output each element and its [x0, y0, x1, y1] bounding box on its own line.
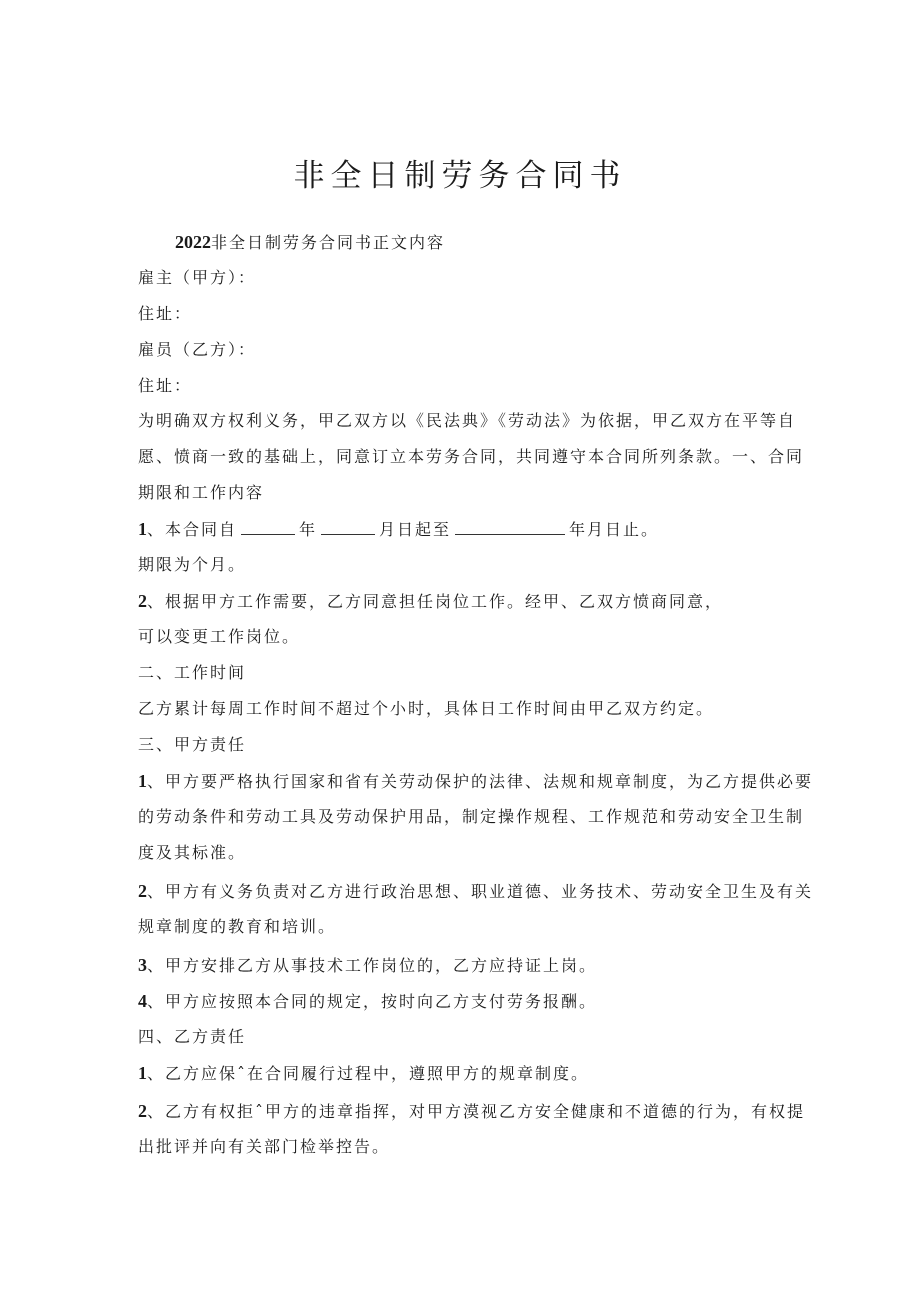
subtitle-text: 非全日制劳务合同书正文内容 [211, 233, 446, 252]
blank-field [241, 520, 295, 535]
intro-line: 为明确双方权利义务，甲乙双方以《民法典》《劳动法》为依据，甲乙双方在平等自 [138, 411, 797, 430]
clause-1-1: 1、本合同自 年 月日起至 年月日止。 [138, 519, 660, 539]
employee-label: 雇员（乙方）： [138, 340, 257, 359]
clause-3-4: 4、甲方应按照本合同的规定，按时向乙方支付劳务报酬。 [138, 991, 598, 1011]
document-title: 非全日制劳务合同书 [293, 158, 627, 194]
clause-3-1-cont: 的劳动条件和劳动工具及劳动保护用品，制定操作规程、工作规范和劳动安全卫生制 [138, 807, 805, 826]
term-text: 期限为个月。 [138, 555, 247, 574]
intro-line: 期限和工作内容 [138, 483, 265, 502]
employee-address-label: 住址： [138, 376, 193, 395]
clause-3-2: 2、甲方有义务负责对乙方进行政治思想、职业道德、业务技术、劳动安全卫生及有关 [138, 881, 814, 901]
clause-3-1: 1、甲方要严格执行国家和省有关劳动保护的法律、法规和规章制度，为乙方提供必要 [138, 771, 814, 791]
blank-field [455, 520, 565, 535]
intro-line: 愿、愤商一致的基础上，同意订立本劳务合同，共同遵守本合同所列条款。一、合同 [138, 447, 805, 466]
clause-1-2: 2、根据甲方工作需要，乙方同意担任岗位工作。经甲、乙双方愤商同意， [138, 591, 724, 611]
clause-3-3: 3、甲方安排乙方从事技术工作岗位的，乙方应持证上岗。 [138, 955, 598, 975]
clause-4-2: 2、乙方有权拒ˆ甲方的违章指挥，对甲方漠视乙方安全健康和不道德的行为，有权提 [138, 1101, 806, 1121]
clause-1-2-cont: 可以变更工作岗位。 [138, 627, 301, 646]
clause-4-1: 1、乙方应保ˆ在合同履行过程中，遵照甲方的规章制度。 [138, 1063, 590, 1083]
clause-4-2-cont: 出批评并向有关部门检举控告。 [138, 1137, 391, 1156]
employer-address-label: 住址： [138, 304, 193, 323]
section-2-text: 乙方累计每周工作时间不超过个小时，具体日工作时间由甲乙双方约定。 [138, 699, 715, 718]
subtitle [175, 232, 445, 253]
section-heading: 三、甲方责任 [138, 735, 247, 754]
blank-field [321, 520, 375, 535]
clause-3-1-cont: 度及其标准。 [138, 843, 247, 862]
employer-label: 雇主（甲方）： [138, 268, 257, 287]
clause-3-2-cont: 规章制度的教育和培训。 [138, 917, 337, 936]
section-heading: 二、工作时间 [138, 663, 247, 682]
subtitle-year: 2022 [175, 232, 211, 252]
section-heading: 四、乙方责任 [138, 1027, 247, 1046]
